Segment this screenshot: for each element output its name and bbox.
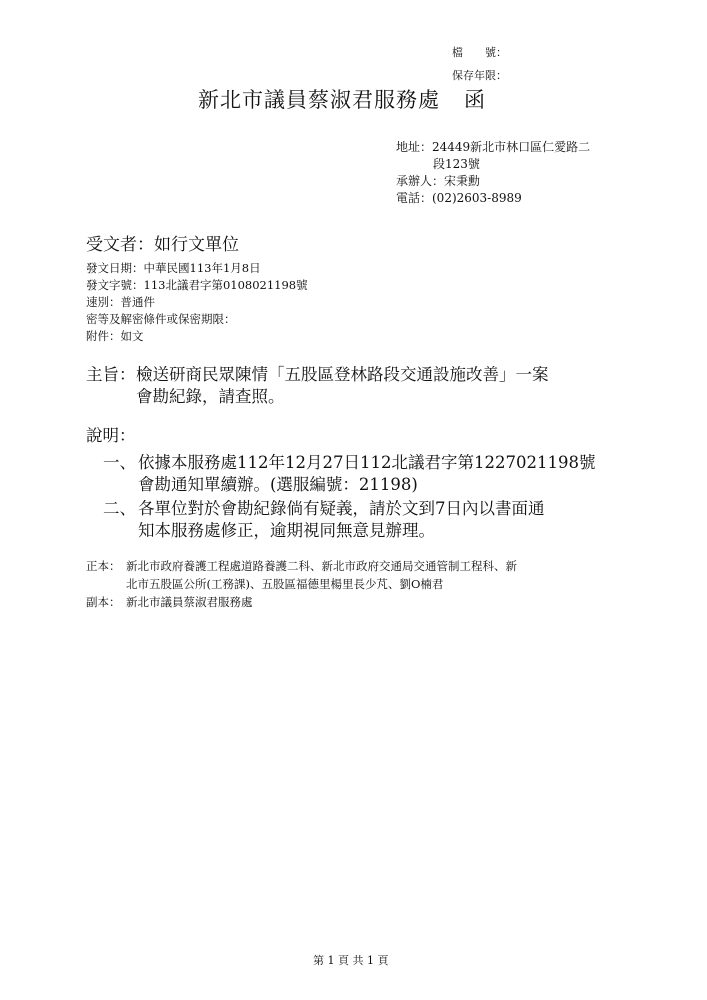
security-level: 密等及解密條件或保密期限： <box>86 312 236 326</box>
retention-period-label: 保存年限： <box>452 69 507 82</box>
subject-label: 主旨： <box>86 365 136 384</box>
main-recipients-line-1: 新北市政府養護工程處道路養護二科、新北市政府交通局交通管制工程科、新 <box>126 559 517 573</box>
subject-line-2: 會勘紀錄，請查照。 <box>136 387 285 406</box>
attachment: 附件：如文 <box>86 329 144 343</box>
document-type: 函 <box>464 88 486 112</box>
phone-number: 電話：(02)2603-8989 <box>396 191 522 205</box>
issue-number: 發文字號：113北議君字第0108021198號 <box>86 278 308 292</box>
main-recipients-label: 正本： <box>86 559 121 573</box>
explanation-item-2-line-2: 知本服務處修正，逾期視同無意見辦理。 <box>138 521 435 540</box>
subject-line-1: 檢送研商民眾陳情「五股區登林路段交通設施改善」一案 <box>136 365 549 384</box>
delivery-speed: 速別：普通件 <box>86 295 155 309</box>
file-number-label: 檔 號： <box>452 46 507 59</box>
recipient: 受文者：如行文單位 <box>86 235 239 255</box>
contact-person: 承辦人：宋秉勳 <box>396 174 481 188</box>
explanation-item-1-marker: 一、 <box>103 453 136 472</box>
main-recipients-line-2: 北市五股區公所(工務課)、五股區福德里楊里長少芃、劉O楠君 <box>126 577 444 591</box>
document-title <box>198 84 486 114</box>
issue-date: 發文日期：中華民國113年1月8日 <box>86 261 261 275</box>
copy-recipients-value: 新北市議員蔡淑君服務處 <box>126 595 253 609</box>
office-name: 新北市議員蔡淑君服務處 <box>198 88 440 112</box>
address-line-1: 地址：24449新北市林口區仁愛路二 <box>396 140 591 154</box>
explanation-item-2-line-1: 各單位對於會勘紀錄倘有疑義，請於文到7日內以書面通 <box>138 499 545 518</box>
explanation-item-1-line-2: 會勘通知單續辦。(選服編號：21198) <box>138 475 418 494</box>
explanation-item-1-line-1: 依據本服務處112年12月27日112北議君字第1227021198號 <box>138 453 596 472</box>
explanation-item-2-marker: 二、 <box>103 499 136 518</box>
page-number: 第 1 頁 共 1 頁 <box>313 954 389 967</box>
copy-recipients-label: 副本： <box>86 595 121 609</box>
address-line-2: 段123號 <box>433 157 480 171</box>
explanation-label: 說明： <box>86 426 136 445</box>
